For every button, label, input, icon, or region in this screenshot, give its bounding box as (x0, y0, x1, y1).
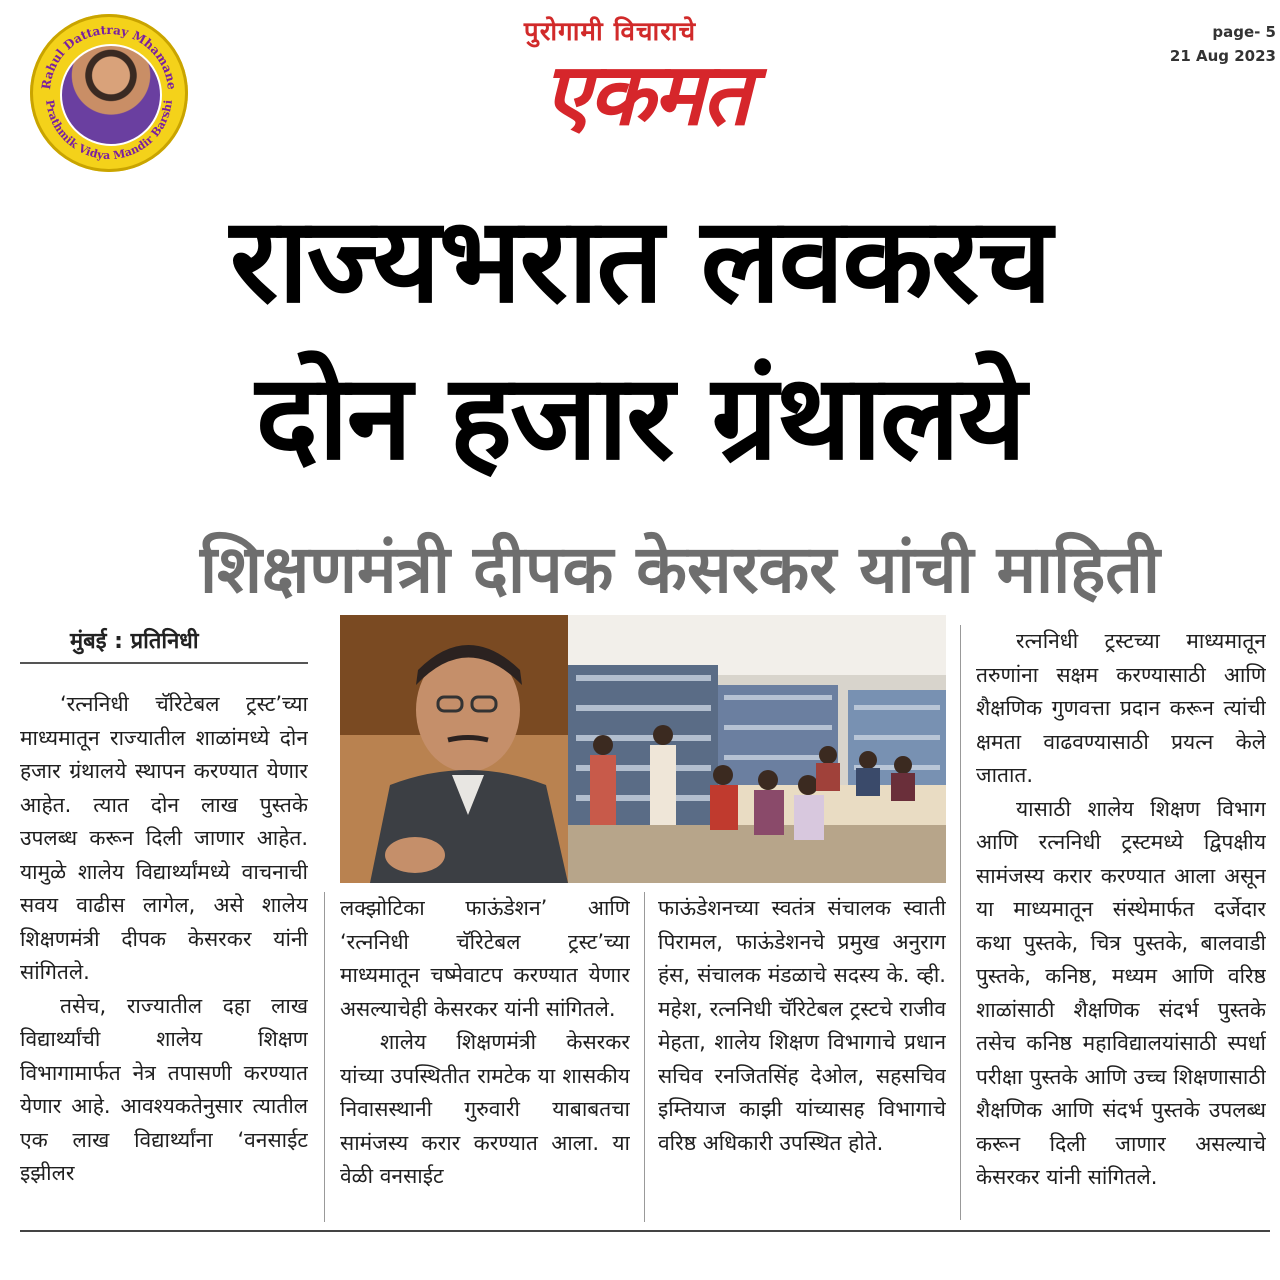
headline-line-1: राज्यभरात लवकरच (229, 191, 1051, 329)
dateline-rule (20, 662, 308, 664)
minister-photo (340, 615, 568, 883)
article-column-1 (20, 688, 308, 1223)
column-divider (324, 892, 325, 1222)
article-paragraph: तसेच, राज्यातील दहा लाख विद्यार्थ्यांची शालेय शिक्षण विभागामार्फत नेत्र तपासणी करण्यात येणार आहे. आवश्यकतेनुसार त्यातील एक लाख विद्यार्थ्यांना ‘वनसाईट इझीलर (20, 993, 308, 1185)
article-column-4 (976, 625, 1266, 1220)
article-column-2 (340, 892, 630, 1222)
subheadline: शिक्षणमंत्री दीपक केसरकर यांची माहिती (199, 531, 1160, 608)
page-info (1116, 20, 1276, 68)
badge-text-bottom: Prathmik Vidya Mandir Barshi (43, 99, 175, 163)
article-paragraph: ‘रत्ननिधी चॅरिटेबल ट्रस्ट’च्या माध्यमातून राज्यातील शाळांमध्ये दोन हजार ग्रंथालये स्थापन करण्यात येणार आहेत. त्यात दोन लाख पुस्तके उपलब्ध करून दिली जाणार आहेत. यामुळे शालेय विद्यार्थ्यांमध्ये वाचनाची सवय वाढीस लागेल, असे शालेय शिक्षणमंत्री दीपक केसरकर यांनी सांगितले. (20, 692, 308, 984)
newspaper-masthead: एकमत (542, 45, 750, 145)
article-paragraph: फाऊंडेशनच्या स्वतंत्र संचालक स्वाती पिरामल, फाऊंडेशनचे प्रमुख अनुराग हंस, संचालक मंडळाचे सदस्य के. व्ही. महेश, रत्ननिधी चॅरिटेबल ट्रस्टचे राजीव मेहता, शालेय शिक्षण विभागाचे प्रधान सचिव रनजितसिंह देओल, सहसचिव इम्तियाज काझी यांच्यासह विभागाचे वरिष्ठ अधिकारी उपस्थित होते. (658, 896, 946, 1155)
article-paragraph: लक्झोटिका फाऊंडेशन’ आणि ‘रत्ननिधी चॅरिटेबल ट्रस्ट’च्या माध्यमातून चष्मेवाटप करण्यात येणार असल्याचेही केसरकर यांनी सांगितले. (340, 896, 630, 1021)
dateline: मुंबई : प्रतिनिधी (70, 629, 199, 654)
minister-photo-art (340, 615, 568, 883)
article-paragraph: शालेय शिक्षणमंत्री केसरकर यांच्या उपस्थितीत रामटेक या शासकीय निवासस्थानी गुरुवारी याबाबतचा सामंजस्य करार करण्यात आला. या वेळी वनसाईट (340, 1030, 630, 1188)
badge-text-top: Rahul Dattatray Mhamane (38, 22, 179, 91)
library-photo (568, 615, 946, 883)
library-photo-art (568, 615, 946, 883)
page-number: page- 5 (1212, 23, 1276, 41)
headline-line-2: दोन हजार ग्रंथालये (255, 348, 1025, 486)
article-paragraph: यासाठी शालेय शिक्षण विभाग आणि रत्ननिधी ट्रस्टमध्ये द्विपक्षीय सामंजस्य करार करण्यात आला असून या माध्यमातून संस्थेमार्फत दर्जेदार कथा पुस्तके, चित्र पुस्तके, बालवाडी पुस्तके, कनिष्ठ, मध्यम आणि वरिष्ठ शाळांसाठी शैक्षणिक संदर्भ पुस्तके तसेच कनिष्ठ महाविद्यालयांसाठी स्पर्धा परीक्षा पुस्तके आणि उच्च शिक्षणासाठी शैक्षणिक आणि संदर्भ पुस्तके उपलब्ध करून दिली जाणार असल्याचे केसरकर यांनी सांगितले. (976, 796, 1266, 1189)
column-divider (644, 892, 645, 1222)
article-column-3 (658, 892, 946, 1222)
bottom-rule (20, 1230, 1270, 1232)
page-date: 21 Aug 2023 (1169, 47, 1276, 65)
column-divider (960, 625, 961, 1220)
profile-badge (30, 14, 188, 172)
article-paragraph: रत्ननिधी ट्रस्टच्या माध्यमातून तरुणांना सक्षम करण्यासाठी आणि शैक्षणिक गुणवत्ता प्रदान करून त्यांची क्षमता वाढवण्यासाठी प्रयत्न केले जातात. (976, 629, 1266, 787)
badge-portrait (60, 44, 162, 146)
newspaper-tagline: पुरोगामी विचाराचे (523, 17, 697, 47)
